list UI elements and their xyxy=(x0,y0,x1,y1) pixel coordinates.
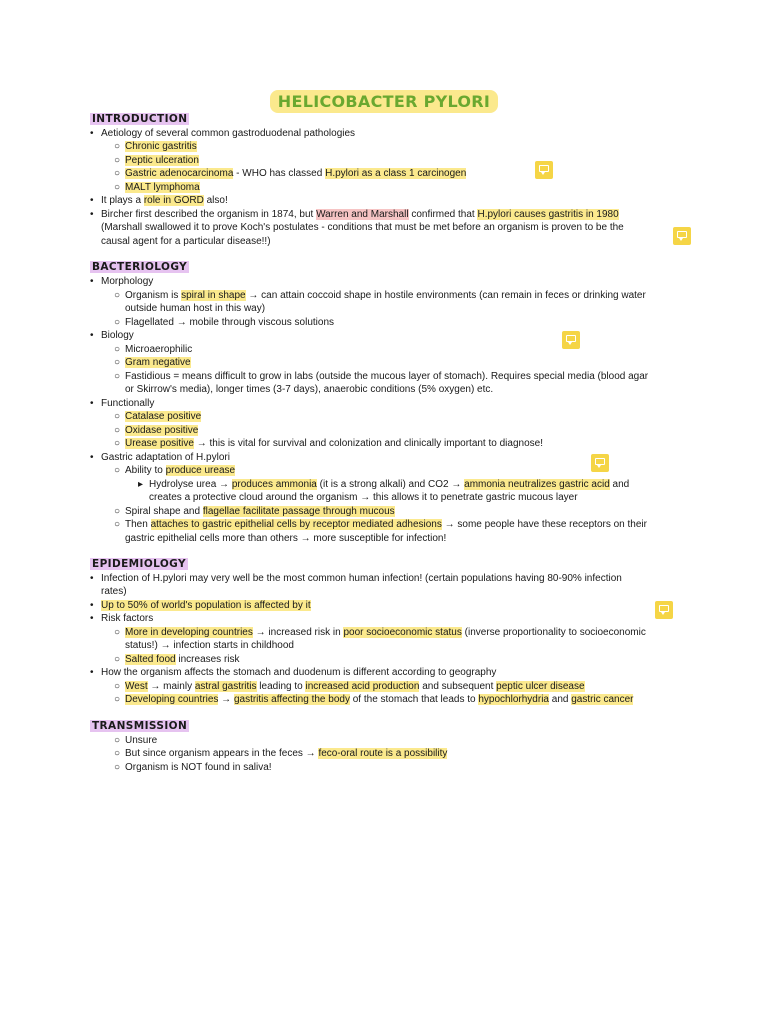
bullet-marker: • xyxy=(90,452,94,463)
bullet-marker: • xyxy=(90,330,94,341)
highlight: Salted food xyxy=(125,654,176,665)
highlight: Developing countries xyxy=(125,694,219,705)
list-item xyxy=(90,572,622,585)
list-item xyxy=(114,505,395,518)
highlight: H.pylori causes gastritis in 1980 xyxy=(477,209,619,220)
circle-marker: ○ xyxy=(114,168,121,179)
list-item xyxy=(114,747,447,760)
circle-marker: ○ xyxy=(114,344,121,355)
circle-marker: ○ xyxy=(114,438,121,449)
circle-marker: ○ xyxy=(114,290,121,301)
list-item xyxy=(114,343,192,356)
list-item-continuation: (Marshall swallowed it to prove Koch's postulates - conditions that must be met before an organism is proven to be the xyxy=(101,222,624,233)
comment-icon[interactable] xyxy=(591,454,609,472)
list-item-continuation: status!) → infection starts in childhood xyxy=(125,640,294,651)
highlight: Up to 50% of world's population is affected by it xyxy=(101,600,311,611)
text: confirmed that xyxy=(408,209,478,220)
text: Bircher first described the organism in 1874, but xyxy=(101,209,317,220)
text: of the stomach that leads to xyxy=(349,694,479,705)
highlight: West xyxy=(125,681,148,692)
highlight: gastritis affecting the body xyxy=(233,694,350,705)
list-item xyxy=(90,666,496,679)
circle-marker: ○ xyxy=(114,465,121,476)
circle-marker: ○ xyxy=(114,357,121,368)
list-item xyxy=(90,397,154,410)
list-item-continuation: or Skirrow's media), longer times (3-7 days), anaerobic conditions (5% oxygen) etc. xyxy=(125,384,494,395)
arrow-marker: ▸ xyxy=(138,479,144,490)
comment-icon[interactable] xyxy=(673,227,691,245)
list-item-continuation: causal agent for a particular disease!!) xyxy=(101,236,271,247)
list-item xyxy=(114,316,334,329)
list-item xyxy=(90,208,619,221)
highlight: spiral in shape xyxy=(181,290,246,301)
bullet-marker: • xyxy=(90,600,94,611)
list-item xyxy=(114,464,235,477)
text: But since organism appears in the feces → xyxy=(125,748,319,759)
heading-epidemiology: EPIDEMIOLOGY xyxy=(92,558,186,570)
text: leading to xyxy=(256,681,306,692)
list-item xyxy=(114,734,157,747)
list-item xyxy=(114,680,585,693)
list-item xyxy=(114,154,199,167)
circle-marker: ○ xyxy=(114,762,121,773)
text: → xyxy=(218,694,234,705)
text: Flagellated → mobile through viscous solutions xyxy=(125,317,334,328)
list-item xyxy=(114,653,240,666)
highlight: Peptic ulceration xyxy=(125,155,199,166)
highlight: astral gastritis xyxy=(194,681,257,692)
bullet-marker: • xyxy=(90,209,94,220)
text: and xyxy=(609,479,630,490)
text: Infection of H.pylori may very well be the most common human infection! (certain populations having 80-90% infection xyxy=(101,573,622,584)
list-item xyxy=(114,167,466,180)
highlight: attaches to gastric epithelial cells by receptor mediated adhesions xyxy=(150,519,442,530)
text: also! xyxy=(203,195,228,206)
highlight-pink: Warren and Marshall xyxy=(316,209,409,220)
text: → some people have these receptors on their xyxy=(441,519,647,530)
text: (inverse proportionality to socioeconomic xyxy=(461,627,646,638)
highlight: flagellae facilitate passage through mucous xyxy=(202,506,395,517)
circle-marker: ○ xyxy=(114,141,121,152)
list-item xyxy=(114,289,646,302)
highlight: hypochlorhydria xyxy=(478,694,549,705)
circle-marker: ○ xyxy=(114,519,121,530)
text: increases risk xyxy=(175,654,240,665)
heading-introduction: INTRODUCTION xyxy=(92,113,188,125)
page-title: HELICOBACTER PYLORI xyxy=(270,90,498,113)
circle-marker: ○ xyxy=(114,748,121,759)
bullet-marker: • xyxy=(90,613,94,624)
highlight: Urease positive xyxy=(125,438,194,449)
list-item-continuation: rates) xyxy=(101,586,127,597)
highlight: produce urease xyxy=(165,465,236,476)
list-item xyxy=(114,140,197,153)
heading-bacteriology: BACTERIOLOGY xyxy=(92,261,188,273)
list-item xyxy=(114,761,272,774)
circle-marker: ○ xyxy=(114,627,121,638)
list-item-continuation: creates a protective cloud around the organism → this allows it to penetrate gastric mucous layer xyxy=(149,492,578,503)
circle-marker: ○ xyxy=(114,182,121,193)
text: Morphology xyxy=(101,276,154,287)
circle-marker: ○ xyxy=(114,411,121,422)
text: Organism is xyxy=(125,290,182,301)
highlight: feco-oral route is a possibility xyxy=(318,748,448,759)
list-item xyxy=(114,356,191,369)
text: Hydrolyse urea → xyxy=(149,479,232,490)
text: Risk factors xyxy=(101,613,154,624)
text: It plays a xyxy=(101,195,144,206)
heading-transmission: TRANSMISSION xyxy=(92,720,188,732)
text: - WHO has classed xyxy=(233,168,326,179)
list-item xyxy=(114,626,646,639)
highlight: Catalase positive xyxy=(125,411,202,422)
text: Fastidious = means difficult to grow in labs (outside the mucous layer of stomach). Requires special media (blood agar xyxy=(125,371,649,382)
text: Unsure xyxy=(125,735,158,746)
text: Functionally xyxy=(101,398,155,409)
highlight: role in GORD xyxy=(143,195,204,206)
text: Aetiology of several common gastroduodenal pathologies xyxy=(101,128,356,139)
highlight: increased acid production xyxy=(305,681,420,692)
highlight: Oxidase positive xyxy=(125,425,199,436)
list-item xyxy=(90,329,134,342)
list-item xyxy=(90,275,153,288)
text: → increased risk in xyxy=(252,627,344,638)
list-item xyxy=(114,370,648,383)
bullet-marker: • xyxy=(90,276,94,287)
circle-marker: ○ xyxy=(114,317,121,328)
comment-icon[interactable] xyxy=(562,331,580,349)
bullet-marker: • xyxy=(90,128,94,139)
list-item-continuation: outside human host in this way) xyxy=(125,303,266,314)
text: Then xyxy=(125,519,151,530)
circle-marker: ○ xyxy=(114,371,121,382)
comment-icon[interactable] xyxy=(535,161,553,179)
list-item xyxy=(114,410,201,423)
circle-marker: ○ xyxy=(114,735,121,746)
list-item xyxy=(90,127,355,140)
text: Organism is NOT found in saliva! xyxy=(125,762,272,773)
list-item xyxy=(138,478,629,491)
text: and subsequent xyxy=(419,681,497,692)
bullet-marker: • xyxy=(90,667,94,678)
text: (it is a strong alkali) and CO2 → xyxy=(316,479,465,490)
highlight: Gram negative xyxy=(125,357,191,368)
list-item xyxy=(114,693,633,706)
text: Biology xyxy=(101,330,134,341)
text: → this is vital for survival and colonization and clinically important to diagnose! xyxy=(193,438,543,449)
highlight: H.pylori as a class 1 carcinogen xyxy=(325,168,467,179)
circle-marker: ○ xyxy=(114,425,121,436)
bullet-marker: • xyxy=(90,573,94,584)
bullet-marker: • xyxy=(90,398,94,409)
text: → mainly xyxy=(147,681,195,692)
text: and xyxy=(548,694,572,705)
list-item-continuation: gastric epithelial cells more than others → more susceptible for infection! xyxy=(125,533,447,544)
comment-icon[interactable] xyxy=(655,601,673,619)
highlight: poor socioeconomic status xyxy=(343,627,462,638)
title-wrap xyxy=(0,90,768,113)
highlight: produces ammonia xyxy=(231,479,317,490)
list-item xyxy=(90,612,153,625)
list-item xyxy=(90,451,230,464)
circle-marker: ○ xyxy=(114,506,121,517)
bullet-marker: • xyxy=(90,195,94,206)
highlight: Chronic gastritis xyxy=(125,141,197,152)
list-item xyxy=(114,181,200,194)
list-item xyxy=(90,194,228,207)
text: Ability to xyxy=(125,465,166,476)
circle-marker: ○ xyxy=(114,155,121,166)
text: → can attain coccoid shape in hostile environments (can remain in feces or drinking water xyxy=(245,290,646,301)
circle-marker: ○ xyxy=(114,694,121,705)
text: Gastric adaptation of H.pylori xyxy=(101,452,230,463)
text: How the organism affects the stomach and duodenum is different according to geography xyxy=(101,667,497,678)
circle-marker: ○ xyxy=(114,654,121,665)
list-item xyxy=(114,518,647,531)
highlight: peptic ulcer disease xyxy=(496,681,585,692)
highlight: More in developing countries xyxy=(125,627,253,638)
list-item xyxy=(114,424,198,437)
highlight: Gastric adenocarcinoma xyxy=(125,168,234,179)
highlight: MALT lymphoma xyxy=(125,182,200,193)
text: Microaerophilic xyxy=(125,344,193,355)
circle-marker: ○ xyxy=(114,681,121,692)
list-item xyxy=(114,437,543,450)
highlight: ammonia neutralizes gastric acid xyxy=(464,479,610,490)
highlight: gastric cancer xyxy=(571,694,634,705)
text: Spiral shape and xyxy=(125,506,203,517)
list-item xyxy=(90,599,311,612)
